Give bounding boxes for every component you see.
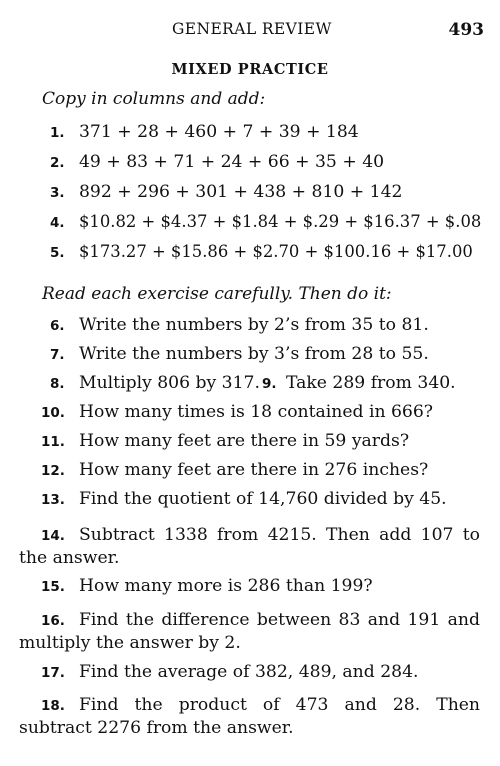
exercise-number: 7. — [50, 347, 65, 363]
exercise-text: Write the numbers by 3’s from 28 to 55. — [79, 344, 429, 364]
exercise-text: Multiply 806 by 317. — [79, 373, 260, 393]
exercise-number: 9. — [262, 376, 277, 392]
exercise-number: 14. — [41, 528, 65, 544]
exercise-text-line-1: Subtract 1338 from 4215. Then add 107 to — [79, 525, 480, 545]
exercise-text: Take 289 from 340. — [286, 373, 456, 393]
section-title: MIXED PRACTICE — [171, 61, 329, 78]
instruction-read-carefully: Read each exercise carefully. Then do it: — [42, 284, 392, 304]
exercise-text: 892 + 296 + 301 + 438 + 810 + 142 — [79, 182, 403, 202]
exercise-number: 5. — [50, 245, 65, 261]
exercise-number: 13. — [41, 492, 65, 508]
exercise-14-continuation: the answer. — [19, 548, 120, 568]
exercise-number: 1. — [50, 125, 65, 141]
exercise-number: 8. — [50, 376, 65, 392]
exercise-number: 17. — [41, 665, 65, 681]
exercise-text: How many more is 286 than 199? — [79, 576, 373, 596]
exercise-number: 12. — [41, 463, 65, 479]
exercise-text-line-1: Find the difference between 83 and 191 and — [79, 610, 480, 630]
exercise-text: 49 + 83 + 71 + 24 + 66 + 35 + 40 — [79, 152, 385, 172]
exercise-text-line-1: Find the product of 473 and 28. Then — [79, 695, 480, 715]
exercise-text: How many feet are there in 59 yards? — [79, 431, 410, 451]
running-head: GENERAL REVIEW — [172, 20, 332, 38]
exercise-text: Write the numbers by 2’s from 35 to 81. — [79, 315, 429, 335]
exercise-text: How many times is 18 contained in 666? — [79, 402, 434, 422]
exercise-number: 4. — [50, 215, 65, 231]
exercise-text: 371 + 28 + 460 + 7 + 39 + 184 — [79, 122, 359, 142]
page-header — [0, 20, 500, 44]
exercise-text: How many feet are there in 276 inches? — [79, 460, 429, 480]
exercise-number: 10. — [41, 405, 65, 421]
exercise-number: 16. — [41, 613, 65, 629]
exercise-number: 6. — [50, 318, 65, 334]
exercise-text: Find the average of 382, 489, and 284. — [79, 662, 419, 682]
exercise-16-continuation: multiply the answer by 2. — [19, 633, 241, 653]
exercise-number: 11. — [41, 434, 65, 450]
exercise-text: $173.27 + $15.86 + $2.70 + $100.16 + $17.00 — [79, 242, 473, 261]
exercise-number: 15. — [41, 579, 65, 595]
exercise-text: $10.82 + $4.37 + $1.84 + $.29 + $16.37 + $.08 — [79, 212, 482, 231]
exercise-number: 2. — [50, 155, 65, 171]
exercise-text: Find the quotient of 14,760 divided by 45. — [79, 489, 447, 509]
exercise-number: 18. — [41, 698, 65, 714]
page-number: 493 — [448, 20, 484, 40]
exercise-number: 3. — [50, 185, 65, 201]
exercise-18-continuation: subtract 2276 from the answer. — [19, 718, 294, 738]
instruction-copy-and-add: Copy in columns and add: — [42, 89, 266, 109]
